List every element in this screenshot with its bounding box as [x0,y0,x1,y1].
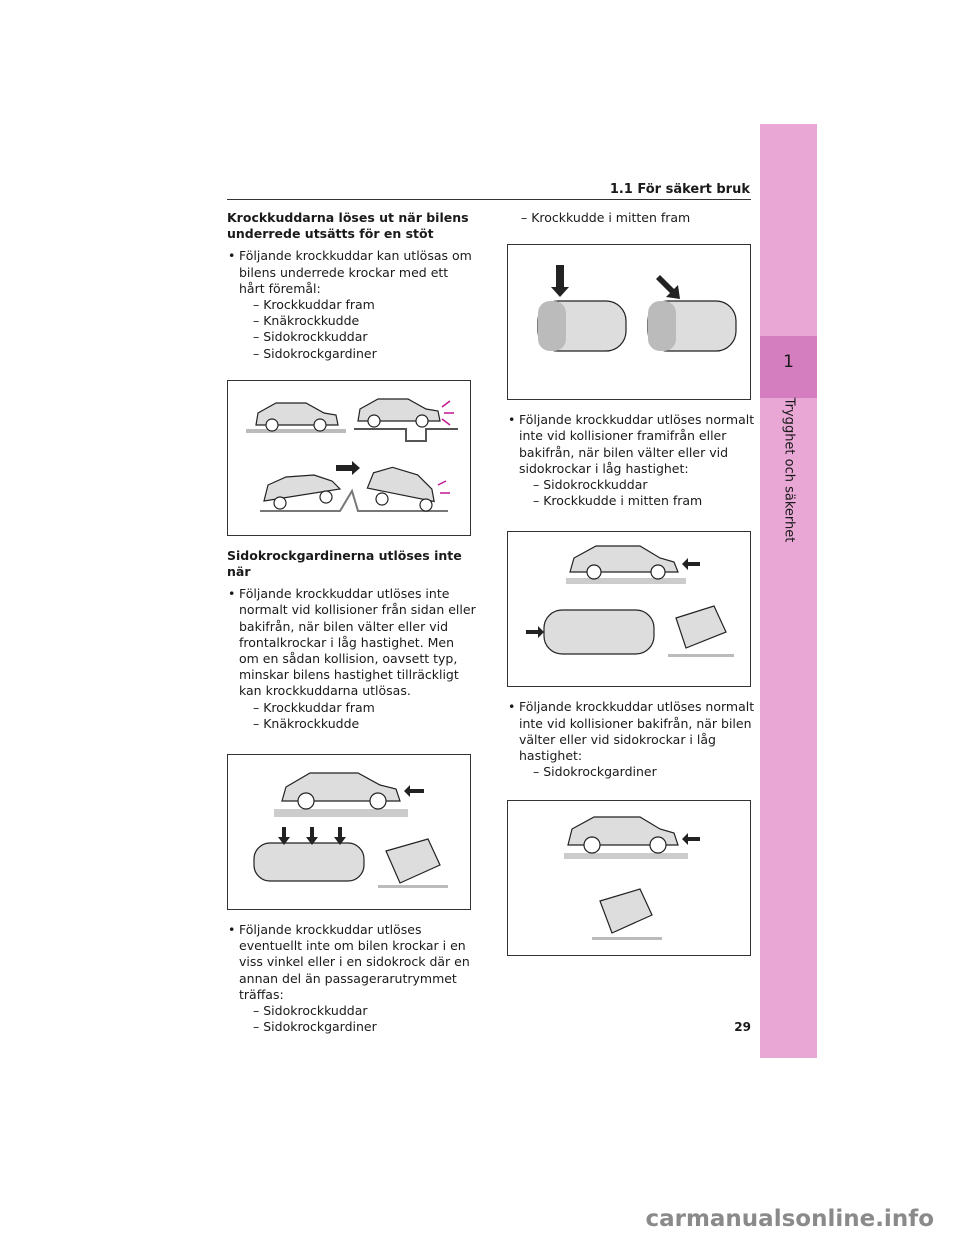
figure-underbody-impact [227,380,471,536]
list-item: – Krockkuddar fram [253,699,375,715]
figure-rear-rollover [507,800,751,956]
angle-impact-illustration [508,245,750,399]
heading-underbody: Krockkuddarna löses ut när bilens underrede utsätts för en stöt [227,210,469,242]
list-item: – Krockkudde i mitten fram [521,210,691,225]
chapter-number: 1 [783,352,794,372]
list-item: – Sidokrockgardiner [533,764,657,780]
underbody-impact-illustration [228,381,470,535]
header-rule [227,199,751,200]
page-number: 29 [734,1020,751,1034]
bullet-underbody [227,248,477,361]
list-item: – Knäkrockkudde [253,313,360,329]
front-rear-impact-illustration [508,532,750,686]
bullet-angle [227,922,477,1035]
list-item: – Krockkudde i mitten fram [533,493,703,509]
side-rear-rollover-illustration [228,755,470,909]
watermark: carmanualsonline.info [645,1206,934,1232]
list-item: – Knäkrockkudde [253,715,360,731]
figure-side-rear-rollover [227,754,471,910]
list-item: – Sidokrockgardiner [253,1019,377,1035]
list-item: – Sidokrockkuddar [253,1003,368,1019]
chapter-title: Trygghet och säkerhet [781,397,797,543]
bullet-rear [507,699,757,780]
rear-rollover-illustration [508,801,750,955]
bullet-front-rear [507,412,757,509]
section-header: 1.1 För säkert bruk [609,182,750,197]
bullet-text: • Följande krockkuddar utlöses eventuellt inte om bilen krockar i en viss vinkel eller i en sidokrock där en annan del än passagerarutrymmet träffas: [239,922,470,1002]
list-item: – Sidokrockgardiner [253,345,377,361]
right-column [507,210,757,956]
figure-front-rear-impact [507,531,751,687]
bullet-text: • Följande krockkuddar kan utlösas om bilens underrede krockar med ett hårt föremål: [239,248,472,296]
bullet-text: • Följande krockkuddar utlöses normalt inte vid kollisioner bakifrån, när bilen välter eller vid sidokrockar i låg hastighet: [519,699,755,764]
list-item: – Sidokrockkuddar [253,329,368,345]
figure-angle-impact [507,244,751,400]
list-item: – Sidokrockkuddar [533,477,648,493]
bullet-curtain [227,586,477,732]
heading-curtain: Sidokrockgardinerna utlöses inte när [227,547,462,580]
bullet-text: • Följande krockkuddar utlöses normalt inte vid kollisioner framifrån eller bakifrån, när bilen välter eller vid sidokrockar i låg hastighet: [519,412,755,476]
list-item: – Krockkuddar fram [253,297,375,313]
bullet-text: • Följande krockkuddar utlöses inte normalt vid kollisioner från sidan eller bakifrån, när bilen välter eller vid frontalkrockar i låg hastighet. Men om en sådan kollision, oavsett typ, minskar bilens hastighet tillräckligt kan krockkuddarna utlösas. [239,586,476,699]
left-column [227,210,477,1035]
chapter-tab-strip [760,124,817,1058]
